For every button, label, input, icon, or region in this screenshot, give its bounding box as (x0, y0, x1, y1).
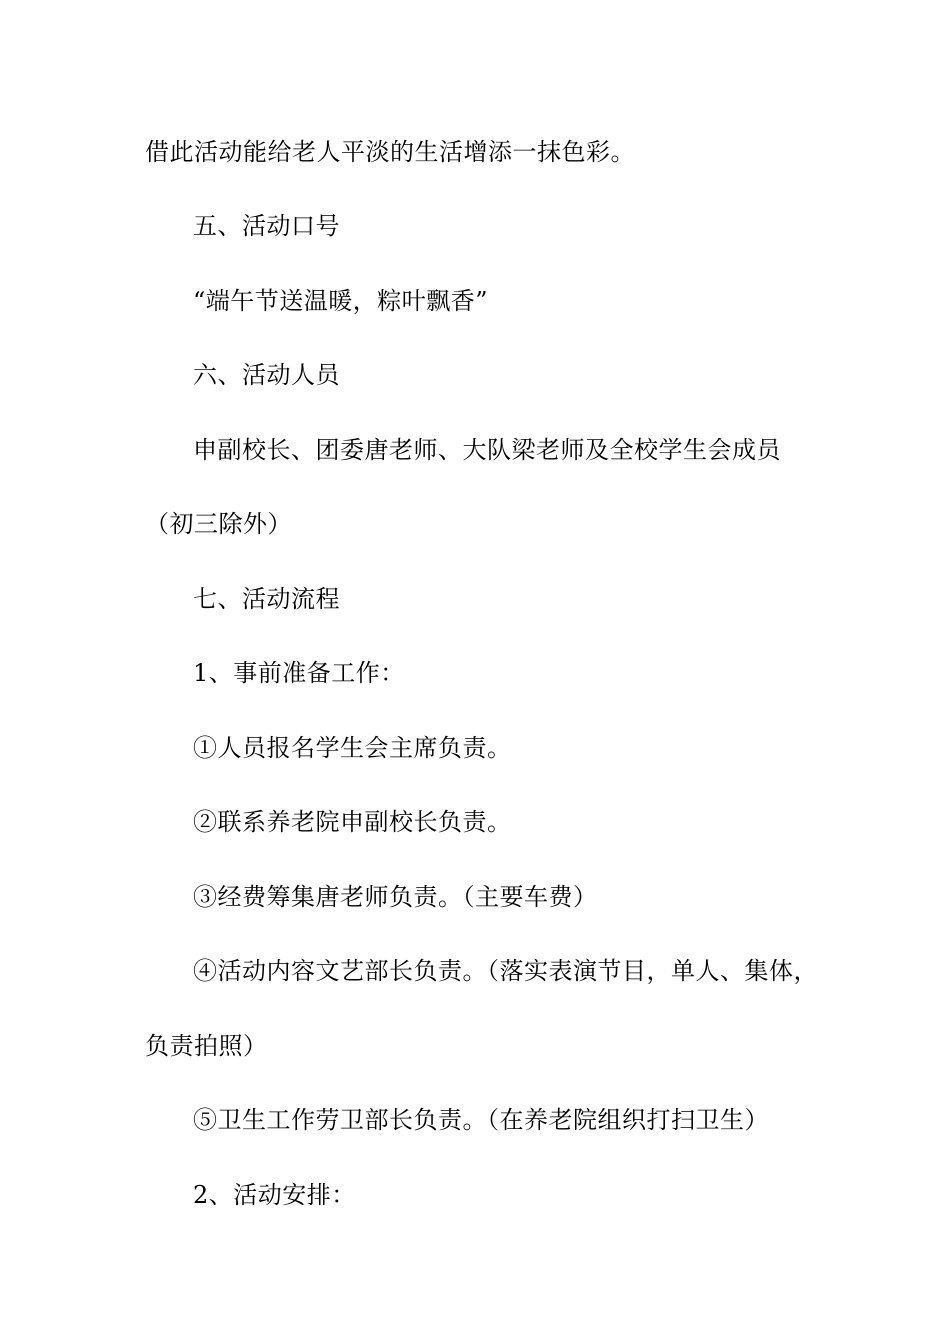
slogan-text: “端午节送温暖，粽叶飘香” (193, 287, 489, 315)
paragraph-continuation: 借此活动能给老人平淡的生活增添一抹色彩。 (145, 138, 635, 166)
list-item-4-continued: 负责拍照） (145, 1032, 268, 1060)
subheading-arrangement: 2、活动安排： (193, 1181, 356, 1209)
section-heading-personnel: 六、活动人员 (193, 361, 340, 389)
personnel-text: 申副校长、团委唐老师、大队梁老师及全校学生会成员 (193, 436, 781, 464)
personnel-text-continued: （初三除外） (145, 510, 292, 538)
list-item-3: ③经费筹集唐老师负责。（主要车费） (193, 883, 598, 911)
section-heading-process: 七、活动流程 (193, 585, 340, 613)
list-item-5: ⑤卫生工作劳卫部长负责。（在养老院组织打扫卫生） (193, 1106, 769, 1134)
section-heading-slogan: 五、活动口号 (193, 212, 340, 240)
list-item-4: ④活动内容文艺部长负责。（落实表演节目，单人、集体， (193, 957, 818, 985)
subheading-preparation: 1、事前准备工作： (193, 659, 405, 687)
list-item-2: ②联系养老院申副校长负责。 (193, 808, 512, 836)
list-item-1: ①人员报名学生会主席负责。 (193, 734, 512, 762)
